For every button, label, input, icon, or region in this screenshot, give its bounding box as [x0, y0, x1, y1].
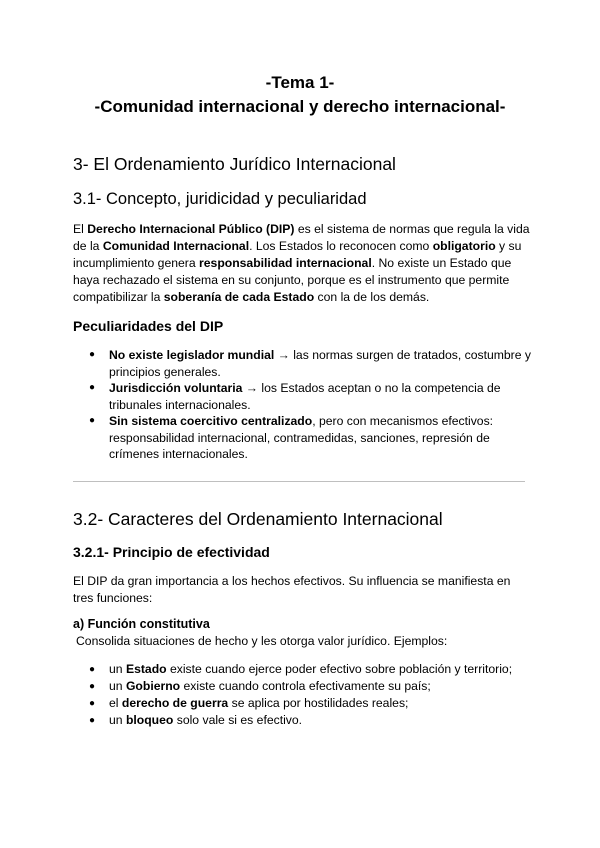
list-item-text: existe cuando controla efectivamente su país; — [180, 679, 431, 693]
para-bold-comunidad: Comunidad Internacional — [102, 239, 250, 253]
list-item-bold: No existe legislador mundial — [109, 348, 275, 362]
examples-list — [73, 661, 533, 729]
function-a-heading: a) Función constitutiva — [73, 617, 210, 631]
peculiarities-heading: Peculiaridades del DIP — [73, 318, 224, 334]
document-title-line-2: -Comunidad internacional y derecho internacional- — [94, 97, 506, 116]
list-item-text: , pero con mecanismos efectivos: responsabilidad internacional, contramedidas, sanciones, represión de crímenes internacionales. — [109, 414, 494, 461]
list-item-bold: Estado — [125, 662, 167, 676]
section-3-2-1-heading: 3.2.1- Principio de efectividad — [73, 544, 270, 560]
function-a-text: Consolida situaciones de hecho y les otorga valor jurídico. Ejemplos: — [76, 634, 448, 648]
list-item — [73, 347, 533, 380]
list-item — [73, 380, 533, 413]
list-item — [73, 661, 533, 678]
list-item-text: el — [109, 696, 122, 710]
section-3-2-heading: 3.2- Caracteres del Ordenamiento Internacional — [73, 509, 443, 529]
para-bold-obligatorio: obligatorio — [432, 239, 496, 253]
list-item-text: un — [109, 662, 126, 676]
list-item — [73, 695, 533, 712]
list-item-bold: Gobierno — [125, 679, 181, 693]
list-item-text: → las normas surgen de tratados, costumbre y principios generales. — [109, 348, 531, 379]
para-text: con la de los demás. — [314, 290, 430, 304]
list-item — [73, 678, 533, 695]
para-bold-responsabilidad: responsabilidad internacional — [199, 256, 372, 270]
list-item-bold: Sin sistema coercitivo centralizado — [109, 414, 313, 428]
list-item-text: → los Estados aceptan o no la competencia de tribunales internacionales. — [109, 381, 501, 412]
list-item-text: un — [109, 713, 126, 727]
para-bold-dip: Derecho Internacional Público (DIP) — [87, 222, 295, 236]
list-item-bold: Jurisdicción voluntaria — [109, 381, 243, 395]
list-item-text: un — [109, 679, 126, 693]
section-3-1-paragraph — [73, 221, 533, 306]
section-3-2-1-intro: El DIP da gran importancia a los hechos efectivos. Su influencia se manifiesta en tres funciones: — [73, 574, 511, 605]
list-item — [73, 712, 533, 729]
para-text: y su incumplimiento genera — [73, 239, 522, 270]
list-item — [73, 413, 533, 463]
para-bold-soberania: soberanía de cada Estado — [163, 290, 315, 304]
section-divider — [73, 481, 525, 482]
section-3-1-heading: 3.1- Concepto, juridicidad y peculiaridad — [73, 190, 367, 208]
document-title-line-1: -Tema 1- — [265, 73, 335, 92]
list-item-bold: derecho de guerra — [121, 696, 229, 710]
list-item-text: existe cuando ejerce poder efectivo sobre población y territorio; — [166, 662, 513, 676]
para-text: . No existe un Estado que haya rechazado el sistema en su conjunto, porque es el instrumento que permite compatibilizar la — [73, 256, 512, 304]
list-item-text: se aplica por hostilidades reales; — [228, 696, 409, 710]
section-3-heading: 3- El Ordenamiento Jurídico Internacional — [73, 154, 396, 174]
list-item-text: solo vale si es efectivo. — [173, 713, 303, 727]
peculiarities-list — [73, 347, 533, 463]
para-text: . Los Estados lo reconocen como — [249, 239, 433, 253]
para-text: es el sistema de normas que regula la vida de la — [73, 222, 530, 253]
list-item-bold: bloqueo — [125, 713, 174, 727]
para-text: El — [73, 222, 88, 236]
